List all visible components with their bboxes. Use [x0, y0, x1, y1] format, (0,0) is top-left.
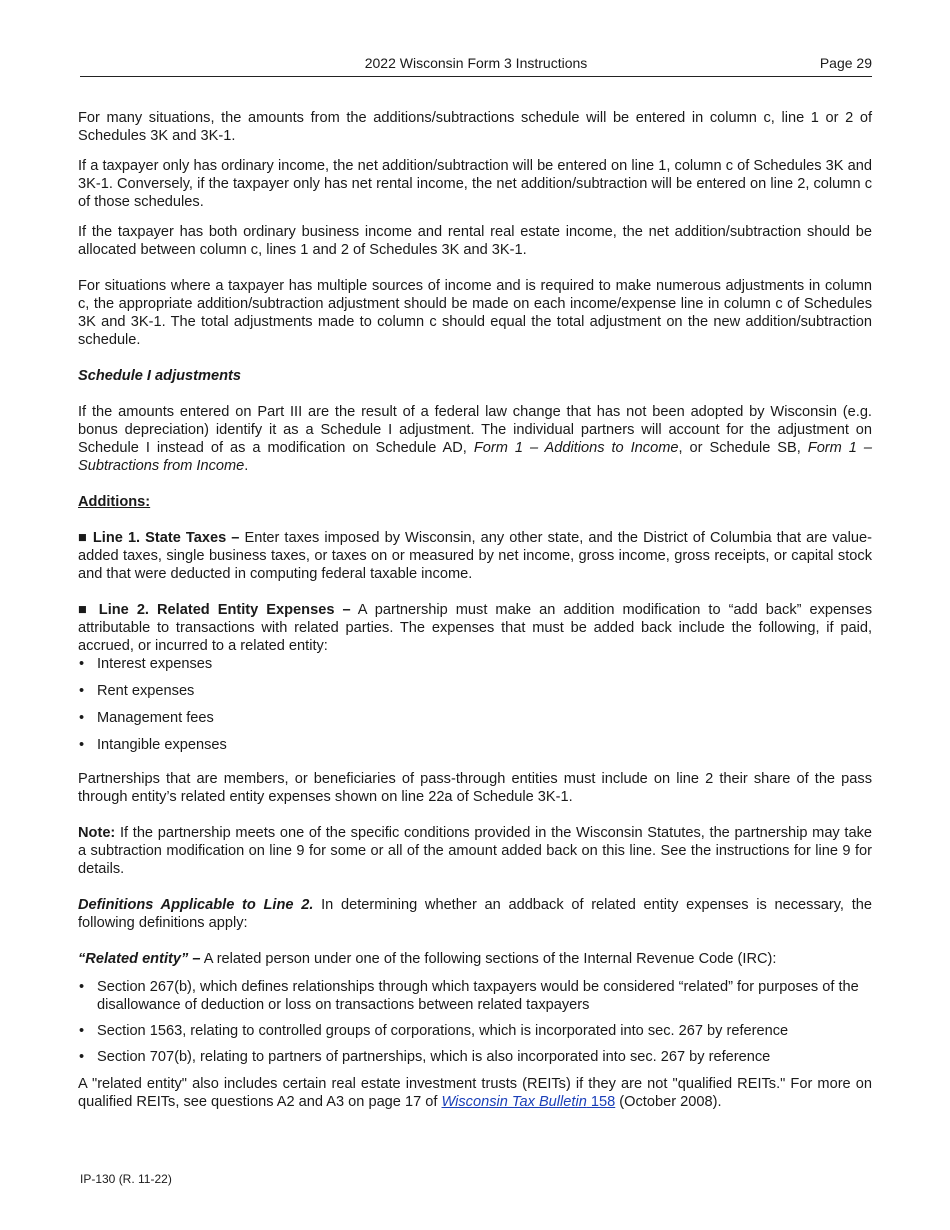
line-1-label: ■ Line 1. State Taxes – [78, 530, 240, 546]
form-1-additions-title: Form 1 – Additions to Income [473, 440, 679, 456]
paragraph-multiple-sources: For situations where a taxpayer has multiple sources of income and is required to make numerous adjustments in column c, the appropriate addition/subtraction adjustment should be made on each income/expense line in column c of Schedules 3K and 3K-1. The total adjustments made to column c should equal the total adjustment on the new addition/subtraction schedule. [78, 278, 872, 348]
tax-bulletin-link[interactable] [441, 1094, 615, 1110]
note-text: If the partnership meets one of the specific conditions provided in the Wisconsin Statutes, the partnership may take a subtraction modification on line 9 for some or all of the amount added back on this line. See the instructions for line 9 for details. [78, 825, 872, 877]
irc-sections-list [78, 978, 872, 1066]
tax-bulletin-link-number: 158 [586, 1094, 616, 1110]
schedule-i-text-3: . [244, 458, 249, 474]
note-paragraph [78, 824, 872, 878]
additions-heading: Additions: [78, 494, 151, 510]
line-1-text: Enter taxes imposed by Wisconsin, any other state, and the District of Columbia that are value-added taxes, single business taxes, or taxes on or measured by net income, gross income, gross receipts, or capital stock and that were deducted in computing federal taxable income. [78, 530, 872, 582]
definitions-text: In determining whether an addback of related entity expenses is necessary, the following definitions apply: [78, 897, 872, 931]
related-entity-text: A related person under one of the following sections of the Internal Revenue Code (IRC): [200, 951, 777, 967]
definitions-paragraph [78, 896, 872, 932]
schedule-i-text-2: , or Schedule SB, [678, 440, 808, 456]
line-2-paragraph [78, 601, 872, 655]
list-item: • Interest expenses [78, 655, 872, 673]
reit-text-2: (October 2008). [615, 1094, 722, 1110]
schedule-i-text-1: If the amounts entered on Part III are the result of a federal law change that has not been adopted by Wisconsin (e.g. bonus depreciation) identify it as a Schedule I adjustment. The individual partners will account for the adjustment on Schedule I instead of as a modification on Schedule AD, [78, 404, 872, 456]
paragraph-ordinary-income: If a taxpayer only has ordinary income, the net addition/subtraction will be entered on line 1, column c of Schedules 3K and 3K-1. Conversely, if the taxpayer only has net rental income, the net addition/subtraction will be entered on line 2, column c of those schedules. [78, 158, 872, 210]
related-entity-label: “Related entity” – [78, 951, 201, 967]
list-item: • Management fees [78, 709, 872, 727]
line-2-text: A partnership must make an addition modification to “add back” expenses attributable to transactions with related parties. The expenses that must be added back include the following, if paid, accrued, or incurred to a related entity: [78, 602, 872, 654]
paragraph-both-incomes: If the taxpayer has both ordinary business income and rental real estate income, the net addition/subtraction should be allocated between column c, lines 1 and 2 of Schedules 3K and 3K-1. [78, 224, 872, 258]
definitions-label: Definitions Applicable to Line 2. [78, 897, 314, 913]
document-title: 2022 Wisconsin Form 3 Instructions [364, 55, 588, 71]
list-item: • Intangible expenses [78, 736, 872, 754]
paragraph-columns-intro: For many situations, the amounts from the additions/subtractions schedule will be entered in column c, line 1 or 2 of Schedules 3K and 3K-1. [78, 110, 872, 144]
list-item: • Section 267(b), which defines relationships through which taxpayers would be considered “related” for purposes of the disallowance of deduction or loss on transactions between related taxpayers [78, 978, 872, 1014]
line-1-paragraph [78, 529, 872, 583]
paragraph-pass-through: Partnerships that are members, or beneficiaries of pass-through entities must include on line 2 their share of the pass through entity’s related entity expenses shown on line 22a of Schedule 3K-1. [78, 771, 872, 805]
line-2-label: ■ Line 2. Related Entity Expenses – [78, 602, 351, 618]
form-code-footer: IP-130 (R. 11-22) [80, 1172, 172, 1186]
form-1-subtractions-title: Form 1 – Subtractions from Income [78, 440, 872, 474]
list-item: • Section 1563, relating to controlled groups of corporations, which is incorporated into sec. 267 by reference [78, 1022, 872, 1040]
reit-text-1: A "related entity" also includes certain real estate investment trusts (REITs) if they are not "qualified REITs." For more on qualified REITs, see questions A2 and A3 on page 17 of [78, 1076, 872, 1110]
expense-list [78, 655, 872, 754]
related-entity-paragraph [78, 950, 872, 968]
reit-paragraph [78, 1075, 872, 1111]
page-content [78, 109, 872, 1111]
page-number: Page 29 [819, 55, 872, 71]
note-label: Note: [78, 825, 116, 841]
tax-bulletin-link-title: Wisconsin Tax Bulletin [441, 1094, 587, 1110]
list-item: • Rent expenses [78, 682, 872, 700]
schedule-i-paragraph [78, 403, 872, 475]
schedule-i-heading: Schedule I adjustments [78, 368, 242, 384]
list-item: • Section 707(b), relating to partners of partnerships, which is also incorporated into sec. 267 by reference [78, 1048, 872, 1066]
page-header [80, 54, 872, 77]
